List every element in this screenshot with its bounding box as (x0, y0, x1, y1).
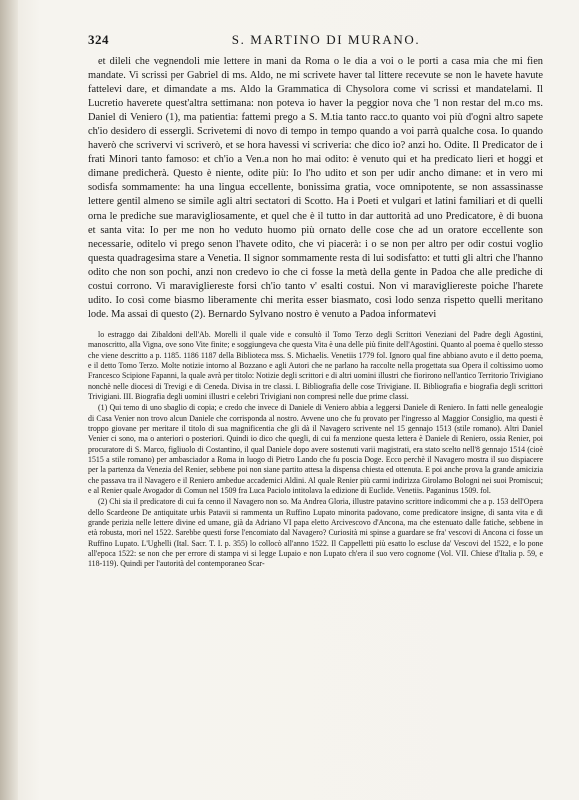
main-text-block (88, 55, 543, 322)
page-header (88, 32, 543, 48)
main-paragraph: et dileli che vegnendoli mie lettere in mani da Roma o le dia a voi o le porti a casa mia che mi fien mandate. Vi scrissi per Gabriel di ms. Aldo, ne mi scrivete haver tal littere recevute se non le havete havute fattelevi dare, et dimandate a ms. Aldo la Grammatica di Chysolora come vi scrissi et mandatelami. Il Lucretio haverete quest'altra settimana: non poteva io haver la peggior nova che 'l non restar del m.co ms. Daniel di Veniero (1), ma patientia: fattemi prego a S. M.tia tanto racc.to quanto voi più d'ogni altro sapete ch'io desidero di essergli. Scrivetemi di novo di tempo in tempo quando a voi parrà qualche cosa. Io quando haverò che scrivervi vi scriverò, et se hora havessi vi scriveria: che dico io? anzi ho. Odite. Il Predicator de i frati Minori tanto famoso: et ch'io a Ven.a non ho mai odito: è venuto qui et ha predicato lieri et hoggi et dimane predicherà. Questo è niente, odite più: Io l'ho udito et son per udir ancho dimane: et in vero mi sodisfa sommamente: ha una lingua eccellente, bonissima gratia, voce omnipotente, se non assassinasse lettere gentil almeno se simile agli altri sectatori di Scotto. Ha i Poeti et vulgari et latini familiari et di quelli orna le prediche sue maravigliosamente, et quel che è il tutto in dar auttorità ad uno Predicatore, è di buona et santa vita: Io per me non ho veduto huomo più ornato delle cose che ad un oratore eccellente son necessarie, oditelo vi prego senon l'havete odito, che vi piacerà: i o se non per altro per odir costui voglio questa quadragesima stare a Venetia. Il signor sommamente resta di lui sodisfatto: et tutti gli altri che l'hanno odito che non son pochi, anzi non credevo io che ci fosse la metà della gente in Padoa che alle prediche di costui corrono. Vi maravigliereste forsi ch'io tanto v' esalti costui. Non vi maravigliereste poiche l'harete udito. Io così come biasmo liberamente chi merita esser biasmato, così lodo senza rispetto quelli meritano lode. Ma assai di questo (2). Bernardo Sylvano nostro è venuto a Padoa informatevi (88, 56, 543, 320)
footnote-continuation: lo estraggo dai Zibaldoni dell'Ab. Morelli il quale vide e consultò il Tomo Terzo degli Scrittori Veneziani del Padre degli Agostini, manoscritto, alla Vigna, ove sono Vite finite; e soggiungeva che questa Vita è una delle più finite dell'Agostini. Quanto al poema è quello stesso che viene descritto a p. 1185. 1186 1187 della Biblioteca mss. S. Michaelis. Venetiis 1779 fol. Ignoro qual fine abbiano avuto e il detto poema, e il detto Tomo Terzo. Molte notizie intorno al Bozzano e agli Autori che ne parlano ha raccolte nella progettata sua Opera il coltissimo uomo Francesco Scipione Fapanni, la quale avrà per titolo: Notizie degli scrittori e di altri uomini illustri che fiorirono nell'antico Territorio Trivigiano nonchè nelle diocesi di Trevigi e di Ceneda. Divisa in tre classi. I. Bibliografia delle cose Trivigiane. II. Bibliografia e biografia degli scrittori Trivigiani. III. Biografia degli uomini illustri e celebri Trivigiani non compresi nelle due prime classi. (88, 329, 543, 401)
footnote-1: (1) Qui temo di uno sbaglio di copia; e credo che invece di Daniele di Veniero abbia a leggersi Daniele di Reniero. In fatti nelle genealogie di Casa Venier non trovo alcun Daniele che corrisponda al nostro. Avvene uno che fu provato per l'ingresso al Maggior Consiglio, ma questi è troppo giovane per meritare il titolo di sua magnificentia che gli dà il Navagero scrivente nel 15 gennajo 1513 (stile romano). Altri Daniel Venier ci sono, ma o anteriori o posteriori. Quindi io dico che quegli, di cui fa menzione questa lettera è Daniele di Reniero, ossia Renier, poi procuratore di S. Marco, figliuolo di Costantino, il qual Daniele dopo avere sostenuti varii magistrati, era stato scelto nell'8 gennajo 1514 (cioè 1515 a stile romano) per ambasciador a Roma in luogo di Pietro Lando che fu poscia Doge. Ecco perchè il Navagero mostra il suo dispiacere per la partenza da Venezia del Renier, sebbene poi non siane partito attesa la dispensa chiesta ed ottenuta. E poi anche prova la grande amicizia che passava tra il Navagero e il Reniero ambedue accademici Aldini. Al quale Renier più carmi indirizza Girolamo Bologni nei suoi Promiscui; e al Renier quale Avogador di Comun nel 1509 fra Luca Paciolo intitolava la edizione di Euclide. Venetiis. Paganinus 1509. fol. (88, 403, 543, 496)
footnotes-block (88, 330, 543, 570)
running-title: S. MARTINO DI MURANO. (231, 32, 421, 47)
page-number: 324 (88, 32, 109, 47)
page-gutter-shadow (0, 0, 18, 800)
footnote-2: (2) Chi sia il predicatore di cui fa cenno il Navagero non so. Ma Andrea Gloria, illustre patavino scrittore indicommi che a p. 153 dell'Opera dello Scardeone De antiquitate urbis Patavii si rammenta un Ruffino Lupato minorita padovano, come predicatore insigne, di santa vita e di grande perizia nelle lettere divine ed umane, già da Adriano VI papa eletto Arcivescovo d'Ancona, ma che estenuato dalle fatiche, sebbene in età robusta, morì nel 1522. Sarebbe questi forse l'encomiato dal Navagero? Curiosità mi spinse a guardare se fra' vescovi di Ancona ci fosse un Ruffino Lupato. L'Ughelli (Ital. Sacr. T. I. p. 355) lo collocò all'anno 1522. Il Cappelletti più esatto lo escluse da' Vescovi del 1522, e lo pone all'epoca 1522: se non che per errore di stampa vi si legge Lupaio e non Lupato ch'era il suo vero cognome (Vol. VII. Chiese d'Italia p. 59, e 118-119). Quindi per l'autorità del contemporaneo Scar- (88, 497, 543, 569)
